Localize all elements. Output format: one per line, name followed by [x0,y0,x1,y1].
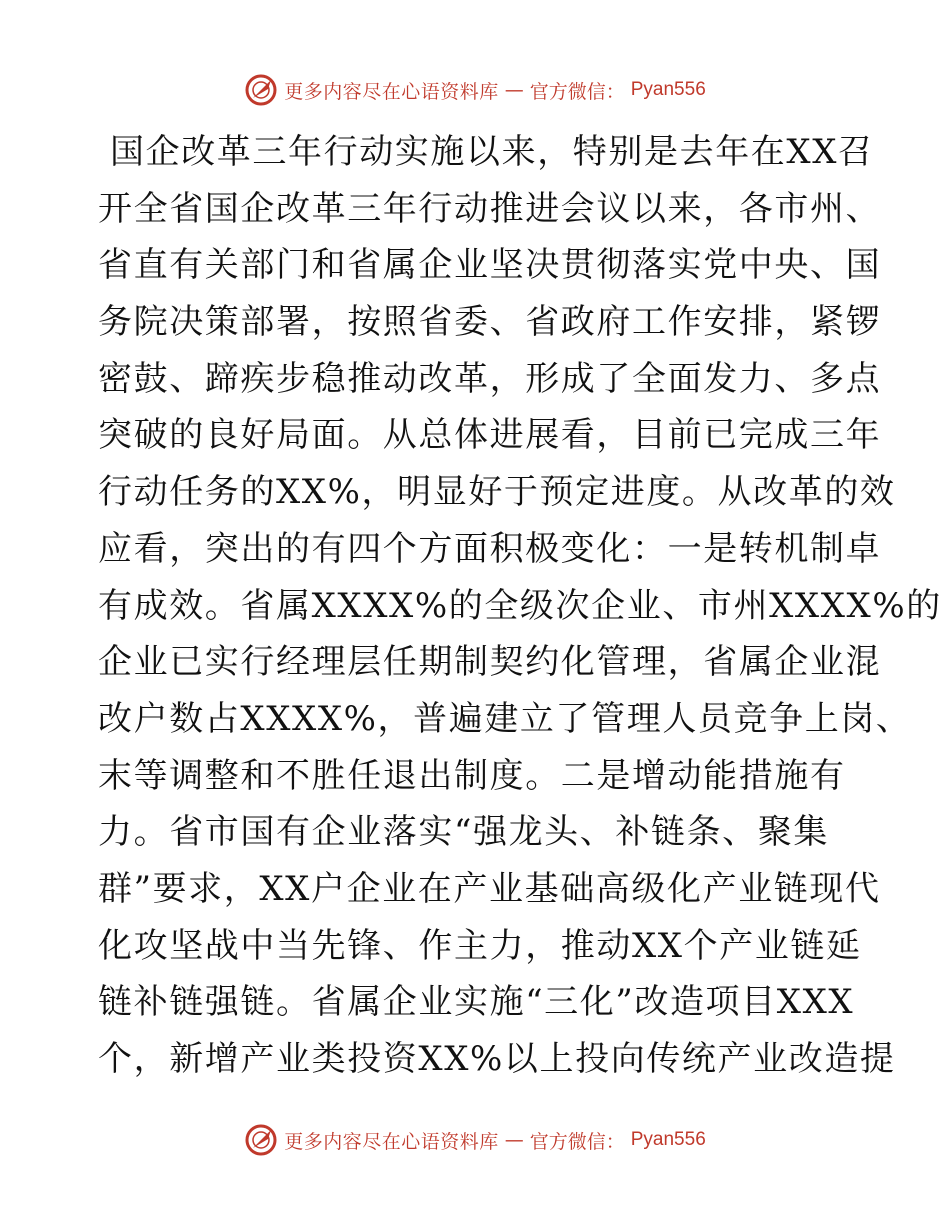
paragraph-line-4: 务院决策部署，按照省委、省政府工作安排，紧锣 [98,302,882,343]
quill-logo-icon [244,73,278,107]
footer-watermark [0,1122,950,1158]
paragraph-line-3: 省直有关部门和省属企业坚决贯彻落实党中央、国 [98,245,882,286]
paragraph-line-11: 改户数占XXXX%，普遍建立了管理人员竞争上岗、 [98,698,912,739]
watermark-separator: — [504,1129,524,1151]
paragraph-line-8: 应看，突出的有四个方面积极变化：一是转机制卓 [98,528,882,569]
watermark-text: 更多内容尽在心语资料库 [284,80,499,103]
watermark-separator: — [504,79,524,101]
watermark-official-label: 官方微信： [529,80,625,103]
paragraph-line-1: 国企改革三年行动实施以来，特别是去年在XX召 [110,132,874,172]
paragraph-line-7: 行动任务的XX%，明显好于预定进度。从改革的效 [98,472,896,513]
paragraph-line-16: 链补链强链。省属企业实施“三化”改造项目XXX [98,982,855,1023]
quill-logo-icon [244,1123,278,1157]
watermark-text: 更多内容尽在心语资料库 [284,1130,499,1153]
paragraph-line-13: 力。省市国有企业落实“强龙头、补链条、聚集 [98,812,829,853]
paragraph-line-2: 开全省国企改革三年行动推进会议以来，各市州、 [98,188,882,229]
watermark-wechat-id: Pyan556 [630,1129,706,1150]
paragraph-line-5: 密鼓、蹄疾步稳推动改革，形成了全面发力、多点 [98,358,882,399]
paragraph-line-10: 企业已实行经理层任期制契约化管理，省属企业混 [98,642,882,683]
paragraph-line-17: 个，新增产业类投资XX%以上投向传统产业改造提 [98,1039,896,1079]
document-paragraph [98,124,942,1088]
watermark-official-label: 官方微信： [529,1130,625,1153]
paragraph-line-15: 化攻坚战中当先锋、作主力，推动XX个产业链延 [98,925,862,966]
paragraph-line-6: 突破的良好局面。从总体进展看，目前已完成三年 [98,415,882,456]
paragraph-line-9: 有成效。省属XXXX%的全级次企业、市州XXXX%的 [98,585,942,626]
paragraph-line-14: 群”要求，XX户企业在产业基础高级化产业链现代 [98,868,881,909]
header-watermark [0,72,950,108]
paragraph-line-12: 末等调整和不胜任退出制度。二是增动能措施有 [98,755,846,796]
watermark-wechat-id: Pyan556 [630,79,706,100]
